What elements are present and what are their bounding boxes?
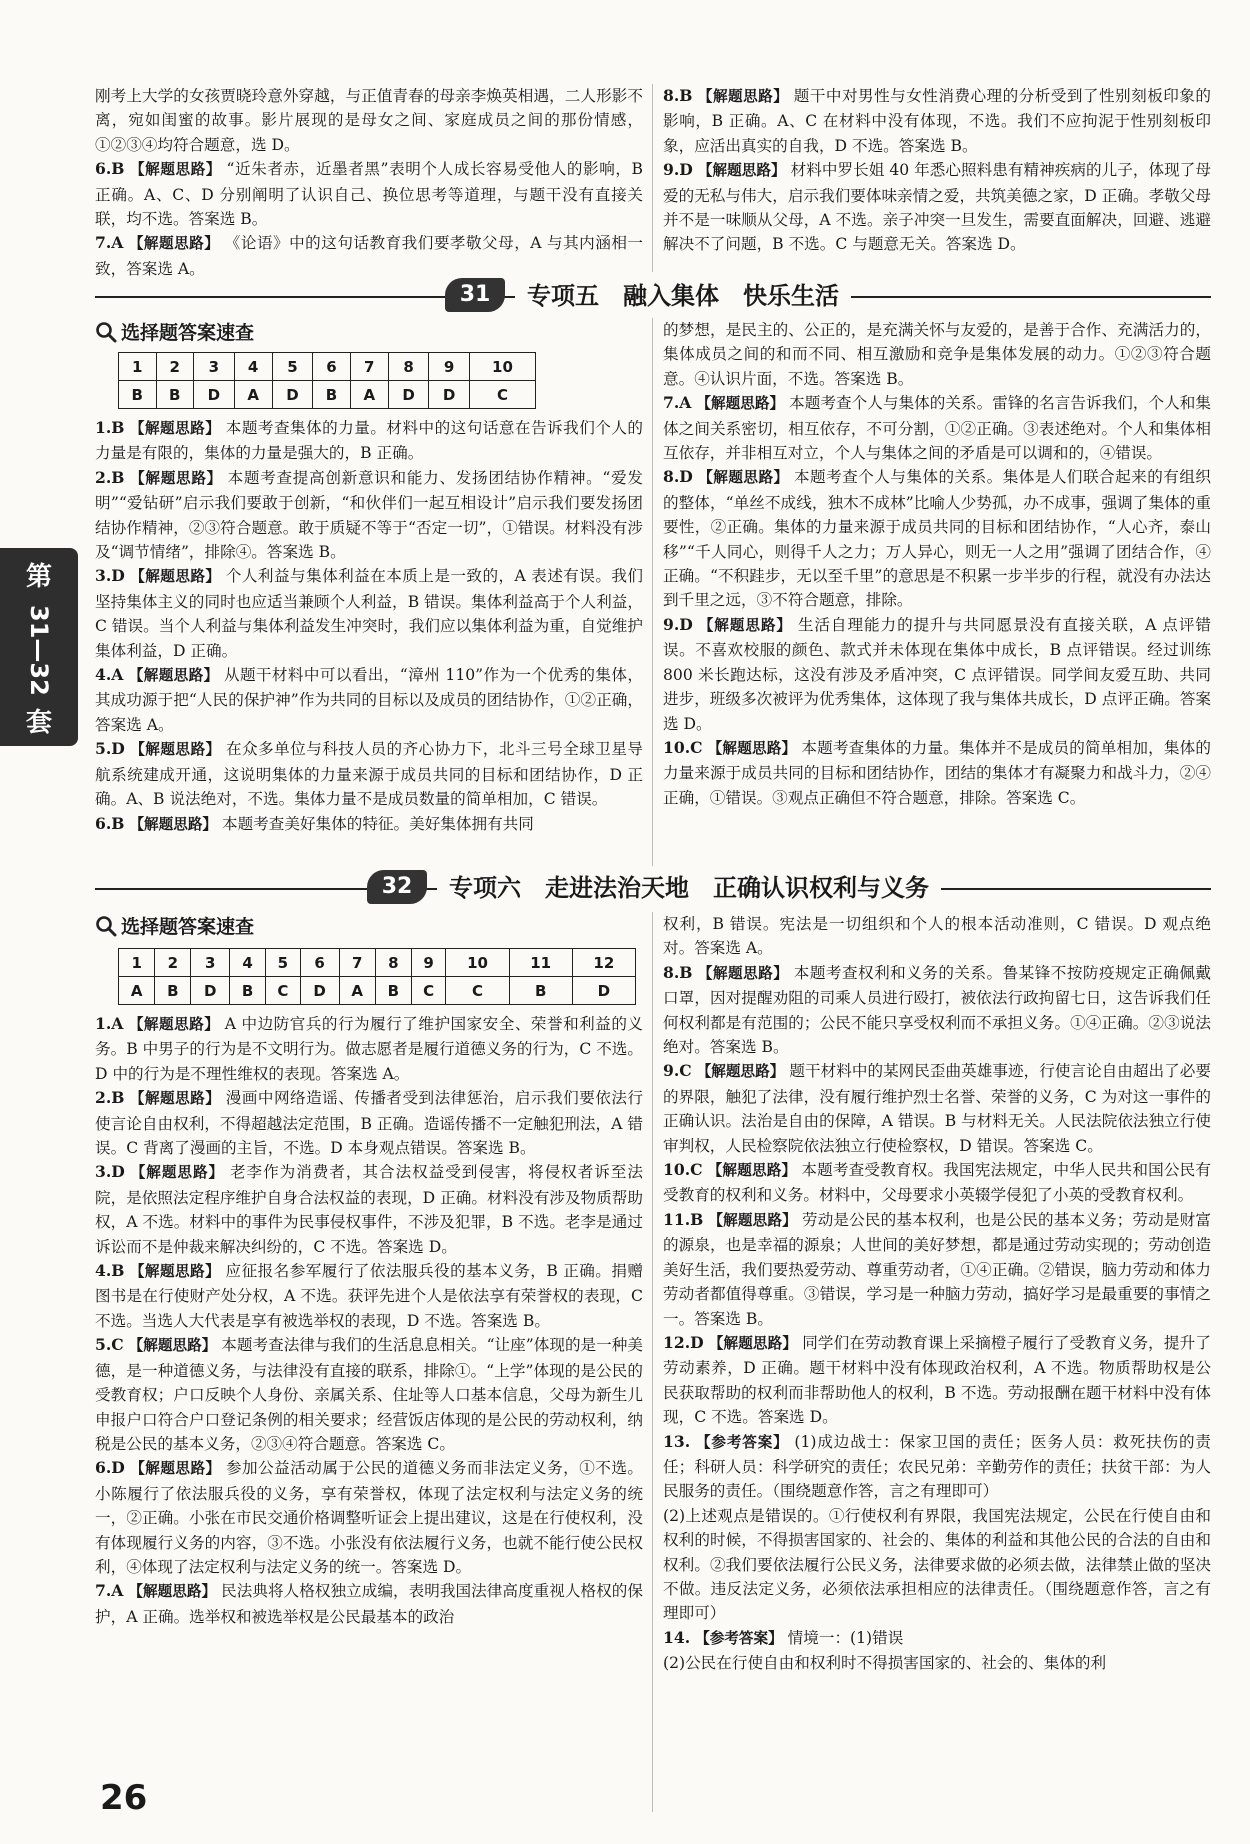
item-text: 参加公益活动属于公民的道德义务而非法定义务，①不选。小陈履行了依法服兵役的义务，享有荣誉权，体现了法定权利与法定义务的统一，②正确。小张在市民交通价格调整听证会上提出建议，这是在行使权利，没有体现履行义务的内容，③不选。小张没有依法履行义务，也就不能行使公民权利，④体现了法定权利与法定义务的统一。答案选 D。 [95,1459,643,1576]
item-number: 6.B [95,813,125,833]
item-number: 14. [663,1627,691,1647]
item-number: 8.B [663,962,693,982]
item-text: 《论语》中的这句话教育我们要孝敬父母，A 与其内涵相一致，答案选 A。 [95,234,643,278]
column-divider [652,84,653,272]
section-31-right-column [663,318,1211,810]
answer-cell: 6 [300,949,339,977]
item-tag: 【解题思路】 [707,1162,797,1180]
item-text: 的梦想，是民主的、公正的，是充满关怀与友爱的，是善于合作、充满活力的，集体成员之间的和而不同、相互激励和竞争是集体发展的动力。①②③符合题意。④认识片面，不选。答案选 B。 [663,321,1211,388]
answer-cell: 4 [230,949,266,977]
answer-continuation [663,1504,1211,1626]
answer-item [95,1456,643,1579]
item-number: 2.B [95,1088,125,1108]
answer-item [95,663,643,737]
answer-item [663,1626,1211,1651]
item-tag: 【解题思路】 [708,1334,798,1352]
section-32-title: 专项六 走进法治天地 正确认识权利与义务 [437,868,941,908]
item-number: 10.C [663,1160,703,1180]
item-tag: 【解题思路】 [130,568,221,586]
item-text: 材料中罗长姐 40 年悉心照料患有精神疾病的儿子，体现了母爱的无私与伟大，启示我们要体味亲情之爱，共筑美德之家，D 正确。孝敬父母并不是一味顺从父母，A 不选。亲子冲突一旦发生，需要直面解决，回避、逃避解决不了问题，B 不选。C 与题意无关。答案选 D。 [663,161,1211,254]
answer-cell: 1 [119,353,157,381]
answer-item [663,1158,1211,1208]
magnifier-icon [95,915,117,937]
answer-item [663,1331,1211,1430]
section-31-answer-table [118,352,536,409]
item-number: 3.D [95,566,125,586]
section-32-right-column [663,912,1211,1676]
answer-cell: C [469,381,535,409]
answer-cell: B [230,977,266,1005]
item-text: 情境一：(1)错误 [787,1628,904,1647]
side-tab [0,548,78,746]
item-number: 2.B [95,467,125,487]
item-number: 3.D [95,1162,125,1182]
item-text: 本题考查美好集体的特征。美好集体拥有共同 [221,814,534,833]
item-text: 劳动是公民的基本权利，也是公民的基本义务；劳动是财富的源泉，也是幸福的源泉；人世间的美好梦想，都是通过劳动实现的；劳动创造美好生活，我们要热爱劳动、尊重劳动者，①④正确。②错误，脑力劳动和体力劳动者都值得尊重。③错误，学习是一种脑力劳动，搞好学习是最重要的事情之一。答案选 B。 [663,1210,1211,1328]
item-number: 5.D [95,739,125,759]
answer-item [95,231,643,281]
item-text: 题干中对男性与女性消费心理的分析受到了性别刻板印象的影响，B 正确。A、C 在材料中没有体现，不选。我们不应拘泥于性别刻板印象，应活出真实的自我，D 不选。答案选 B。 [663,87,1211,155]
answer-item [95,1086,643,1160]
item-tag: 【解题思路】 [697,964,789,982]
answer-item [95,416,643,466]
answer-cell: 7 [339,949,375,977]
section-31-left-column [95,416,643,837]
answer-cell: B [375,977,411,1005]
answer-letter-row [119,977,636,1005]
item-number: 7.A [95,233,124,253]
answer-item [663,961,1211,1060]
answer-cell: D [191,977,230,1005]
answer-cell: D [388,381,429,409]
item-number: 4.B [95,1261,125,1281]
magnifier-icon [95,321,117,343]
answer-cell: B [155,977,191,1005]
item-number: 13. [663,1431,691,1451]
answer-letter-row [119,381,536,409]
answer-item [663,391,1211,465]
item-tag: 【解题思路】 [130,1460,221,1478]
answer-item [95,1259,643,1333]
item-tag: 【解题思路】 [129,420,221,437]
item-tag: 【解题思路】 [128,667,219,685]
column-divider [652,318,653,866]
item-text: 本题考查集体的力量。材料中的这句话意在告诉我们个人的力量是有限的，集体的力量是强大的，B 正确。 [95,419,643,463]
answer-cell: 8 [388,353,429,381]
answer-cell: 5 [272,353,313,381]
answer-item [95,737,643,811]
item-tag: 【解题思路】 [130,469,222,487]
top-right-column [663,84,1211,257]
item-number: 8.B [663,86,693,105]
column-divider [652,912,653,1812]
item-text: 生活自理能力的提升与共同愿景没有直接关联，A 点评错误。不喜欢校服的颜色、款式并未体现在集体中成长，B 点评错误。经过训练 800 米长跑达标，这没有涉及矛盾冲突，C 点评错误。同学间友爱互助、共同进步，班级多次被评为优秀集体，这体现了我与集体共成长，D 点评正确。答案选 D。 [663,615,1211,733]
item-tag: 【解题思路】 [708,1211,797,1229]
item-text: 同学们在劳动教育课上采摘橙子履行了受教育义务，提升了劳动素养，D 正确。题干材料中没有体现政治权利，A 不选。物质帮助权是公民获取帮助的权利而非帮助他人的权利，B 不选。劳动报酬在题干材料中没有体现，C 不选。答案选 D。 [663,1333,1211,1427]
section-32-badge: 32 [367,870,427,904]
answer-item [663,1208,1211,1331]
item-text: (1)成边战士：保家卫国的责任；医务人员：救死扶伤的责任；科研人员：科学研究的责任；农民兄弟：辛勤劳作的责任；扶贫干部：为人民服务的责任。（围绕题意作答，言之有理即可） [663,1432,1211,1501]
item-tag: 【参考答案】 [695,1629,783,1647]
item-text: (2)上述观点是错误的。①行使权利有界限，我国宪法规定，公民在行使自由和权利的时候，不得损害国家的、社会的、集体的利益和其他公民的合法的自由和权利。②我们要依法履行公民义务，法律要求做的必须去做，法律禁止做的坚决不做。违反法定义务，必须依法承担相应的法律责任。（围绕题意作答，言之有理即可） [663,1506,1211,1623]
item-number: 1.B [95,418,125,437]
item-text: “近朱者赤，近墨者黑”表明个人成长容易受他人的影响，B 正确。A、C、D 分别阐明了认识自己、换位思考等道理，与题干没有直接关联，均不选。答案选 B。 [95,160,643,229]
answer-cell: 5 [266,949,301,977]
answer-item [663,158,1211,257]
answer-cell: 3 [191,949,230,977]
subheading-text: 选择题答案速查 [121,916,255,938]
answer-cell: 9 [411,949,446,977]
item-text: 本题考查个人与集体的关系。集体是人们联合起来的有组织的整体，“单丝不成线，独木不成林”比喻人少势孤，办不成事，强调了集体的重要性，②正确。集体的力量来源于成员共同的目标和团结协作，“人心齐，泰山移”“千人同心，则得千人之力；万人异心，则无一人之用”强调了团结合作，④正确。“不积跬步，无以至千里”的意思是不积累一步半步的行程，就没有办法达到千里之远，③不符合题意，排除。 [663,468,1211,610]
item-number: 7.A [95,1581,124,1601]
item-number: 9.D [663,160,693,180]
answer-cell: D [572,977,635,1005]
item-number: 6.B [95,159,125,179]
item-tag: 【参考答案】 [695,1433,789,1451]
answer-continuation [663,1651,1211,1675]
section-32-answer-table [118,948,636,1005]
item-text: 本题考查权利和义务的关系。鲁某锋不按防疫规定正确佩戴口罩，因对提醒劝阻的司乘人员进行殴打，被依法行政拘留七日，这告诉我们任何权利都是有范围的；公民不能只享受权利而不承担义务。①④正确。②③说法绝对。答案选 B。 [663,963,1211,1057]
side-tab-range: 31—32 [25,604,53,696]
answer-item [663,1059,1211,1158]
item-tag: 【解题思路】 [697,162,786,180]
answer-continuation [95,84,643,157]
item-number: 10.C [663,737,703,757]
item-tag: 【解题思路】 [698,616,792,634]
item-tag: 【解题思路】 [129,1263,221,1281]
answer-item [663,613,1211,736]
answer-cell: 10 [446,949,509,977]
item-text: 在众多单位与科技人员的齐心协力下，北斗三号全球卫星导航系统建成开通，这说明集体的力量来源于成员共同的目标和团结协作，D 正确。A、B 说法绝对，不选。集体力量不是成员数量的简单相加，C 错误。 [95,740,643,809]
item-number: 6.D [95,1458,125,1478]
answer-cell: B [313,381,351,409]
answer-item [95,1160,643,1259]
item-tag: 【解题思路】 [696,395,785,413]
answer-cell: 2 [156,353,194,381]
answer-item [95,812,643,837]
answer-cell: 6 [313,353,351,381]
answer-item [95,1579,643,1629]
item-tag: 【解题思路】 [129,815,218,833]
answer-item [95,1012,643,1086]
section-31-header [95,276,1211,316]
answer-cell: D [429,381,470,409]
item-number: 5.C [95,1335,124,1355]
answer-cell: B [119,381,157,409]
section-31-badge: 31 [445,278,505,312]
item-text: 民法典将人格权独立成编，表明我国法律高度重视人格权的保护，A 正确。选举权和被选举权是公民最基本的政治 [95,1582,643,1626]
answer-item [663,465,1211,612]
answer-item [95,466,643,565]
answer-cell: 1 [119,949,155,977]
item-number: 9.D [663,614,693,634]
answer-number-row [119,949,636,977]
item-number: 4.A [95,665,124,685]
answer-item [95,564,643,663]
answer-item [95,157,643,231]
item-number: 8.D [663,467,693,487]
answer-cell: A [234,381,272,409]
answer-cell: C [446,977,509,1005]
subheading-text: 选择题答案速查 [121,322,255,344]
answer-cell: C [411,977,446,1005]
item-tag: 【解题思路】 [698,469,789,487]
answer-item [663,1430,1211,1504]
item-text: 权利，B 错误。宪法是一切组织和个人的根本活动准则，C 错误。D 观点绝对。答案选 A。 [663,915,1211,958]
item-text: 本题考查个人与集体的关系。雷锋的名言告诉我们，个人和集体之间关系密切，相互依存，不可分割，①②正确。③表述绝对。个人和集体相互依存，并非相互对立，个人与集体之间的矛盾是可以调和的，④错误。 [663,394,1211,463]
answer-continuation [663,912,1211,961]
answer-continuation [663,318,1211,391]
item-tag: 【解题思路】 [129,1090,221,1108]
answer-cell: 7 [350,353,388,381]
item-text: 本题考查集体的力量。集体并不是成员的简单相加，集体的力量来源于成员共同的目标和团结协作，团结的集体才有凝聚力和战斗力，②④正确，①错误。③观点正确但不符合题意，排除。答案选 C。 [663,738,1211,807]
section-31-subheading [95,320,254,346]
item-text: 本题考查提高创新意识和能力、发扬团结协作精神。“爱发明”“爱钻研”启示我们要敢于创新，“和伙伴们一起互相设计”启示我们要发扬团结协作精神，②③符合题意。敢于质疑不等于“否定一切”，①错误。材料没有涉及“调节情绪”，排除④。答案选 B。 [95,468,643,562]
item-text: 老李作为消费者，其合法权益受到侵害，将侵权者诉至法院，是依照法定程序维护自身合法权益的表现，D 正确。材料没有涉及物质帮助权，A 不选。材料中的事件为民事侵权事件，不涉及犯罪，B 不选。老李是通过诉讼而不是仲裁来解决纠纷的，C 不选。答案选 D。 [95,1163,643,1256]
side-tab-top: 第 [25,562,52,592]
answer-cell: A [119,977,155,1005]
item-text: (2)公民在行使自由和权利时不得损害国家的、社会的、集体的利 [663,1654,1107,1673]
item-text: 本题考查受教育权。我国宪法规定，中华人民共和国公民有受教育的权利和义务。材料中，父母要求小英辍学侵犯了小英的受教育权利。 [663,1161,1211,1205]
answer-cell: A [339,977,375,1005]
answer-cell: D [300,977,339,1005]
answer-cell: 12 [572,949,635,977]
answer-item [95,1333,643,1456]
answer-number-row [119,353,536,381]
item-tag: 【解题思路】 [128,1016,220,1033]
answer-item [663,736,1211,810]
answer-cell: 2 [155,949,191,977]
answer-cell: 10 [469,353,535,381]
item-tag: 【解题思路】 [128,235,220,253]
item-tag: 【解题思路】 [128,1337,217,1355]
answer-cell: C [266,977,301,1005]
item-number: 11.B [663,1209,704,1229]
item-tag: 【解题思路】 [707,739,797,757]
item-text: A 中边防官兵的行为履行了维护国家安全、荣誉和利益的义务。B 中男子的行为是不文明行为。做志愿者是履行道德义务的行为，C 不选。D 中的行为是不理性维权的表现。答案选 A。 [95,1015,643,1083]
answer-cell: D [194,381,235,409]
answer-cell: 9 [429,353,470,381]
item-tag: 【解题思路】 [130,741,221,759]
item-text: 刚考上大学的女孩贾晓玲意外穿越，与正值青春的母亲李焕英相遇，二人形影不离，宛如闺蜜的故事。影片展现的是母女之间、家庭成员之间的那份情感，①②③④均符合题意，选 D。 [95,87,643,154]
side-tab-bottom: 套 [25,708,52,738]
item-tag: 【解题思路】 [697,88,789,105]
item-tag: 【解题思路】 [130,1164,225,1182]
answer-cell: 4 [234,353,272,381]
item-text: 应征报名参军履行了依法服兵役的基本义务，B 正确。捐赠图书是在行使财产处分权，A 不选。获评先进个人是依法享有荣誉权的表现，C 不选。当选人大代表是享有被选举权的表现，D 不选。答案选 B。 [95,1262,643,1330]
item-tag: 【解题思路】 [128,1583,217,1601]
item-tag: 【解题思路】 [696,1063,785,1081]
section-32-header [95,868,1211,908]
section-32-subheading [95,914,254,940]
section-32-left-column [95,1012,643,1629]
item-text: 题干材料中的某网民歪曲英雄事迹，行使言论自由超出了必要的界限，触犯了法律，没有履行维护烈士名誉、荣誉的义务，C 为对这一事件的正确认识。法治是自由的保障，A 错误。B 与材料无关。人民法院依法独立行使审判权，人民检察院依法独立行使检察权，D 错误。答案选 C。 [663,1062,1211,1155]
item-tag: 【解题思路】 [130,161,221,179]
item-number: 12.D [663,1332,704,1352]
answer-cell: 3 [194,353,235,381]
section-31-title: 专项五 融入集体 快乐生活 [515,276,851,316]
answer-cell: D [272,381,313,409]
answer-cell: B [156,381,194,409]
item-text: 本题考查法律与我们的生活息息相关。“让座”体现的是一种美德，是一种道德义务，与法律没有直接的联系，排除①。“上学”体现的是公民的受教育权；户口反映个人身份、亲属关系、住址等人口基本信息，父母为新生儿申报户口符合户口登记条例的相关要求；经营饭店体现的是公民的劳动权利，纳税是公民的基本义务，②③④符合题意。答案选 C。 [95,1336,643,1453]
answer-cell: 8 [375,949,411,977]
top-left-column [95,84,643,281]
item-text: 漫画中网络造谣、传播者受到法律惩治，启示我们要依法行使言论自由权利，不得超越法定范围，B 正确。造谣传播不一定触犯刑法，A 错误。C 背离了漫画的主旨，不选。D 本身观点错误。答案选 B。 [95,1089,643,1158]
item-text: 从题干材料中可以看出，“漳州 110”作为一个优秀的集体，其成功源于把“人民的保护神”作为共同的目标以及成员的团结协作，①②正确，答案选 A。 [95,666,643,734]
item-number: 9.C [663,1061,692,1081]
answer-cell: A [350,381,388,409]
item-number: 7.A [663,393,692,413]
item-text: 个人利益与集体利益在本质上是一致的，A 表述有误。我们坚持集体主义的同时也应适当兼顾个人利益，B 错误。集体利益高于个人利益，C 错误。当个人利益与集体利益发生冲突时，我们应以集体利益为重，自觉维护集体利益，D 正确。 [95,567,643,660]
answer-cell: 11 [509,949,572,977]
answer-cell: B [509,977,572,1005]
page-number: 26 [100,1778,148,1818]
answer-item [663,84,1211,158]
item-number: 1.A [95,1014,124,1033]
